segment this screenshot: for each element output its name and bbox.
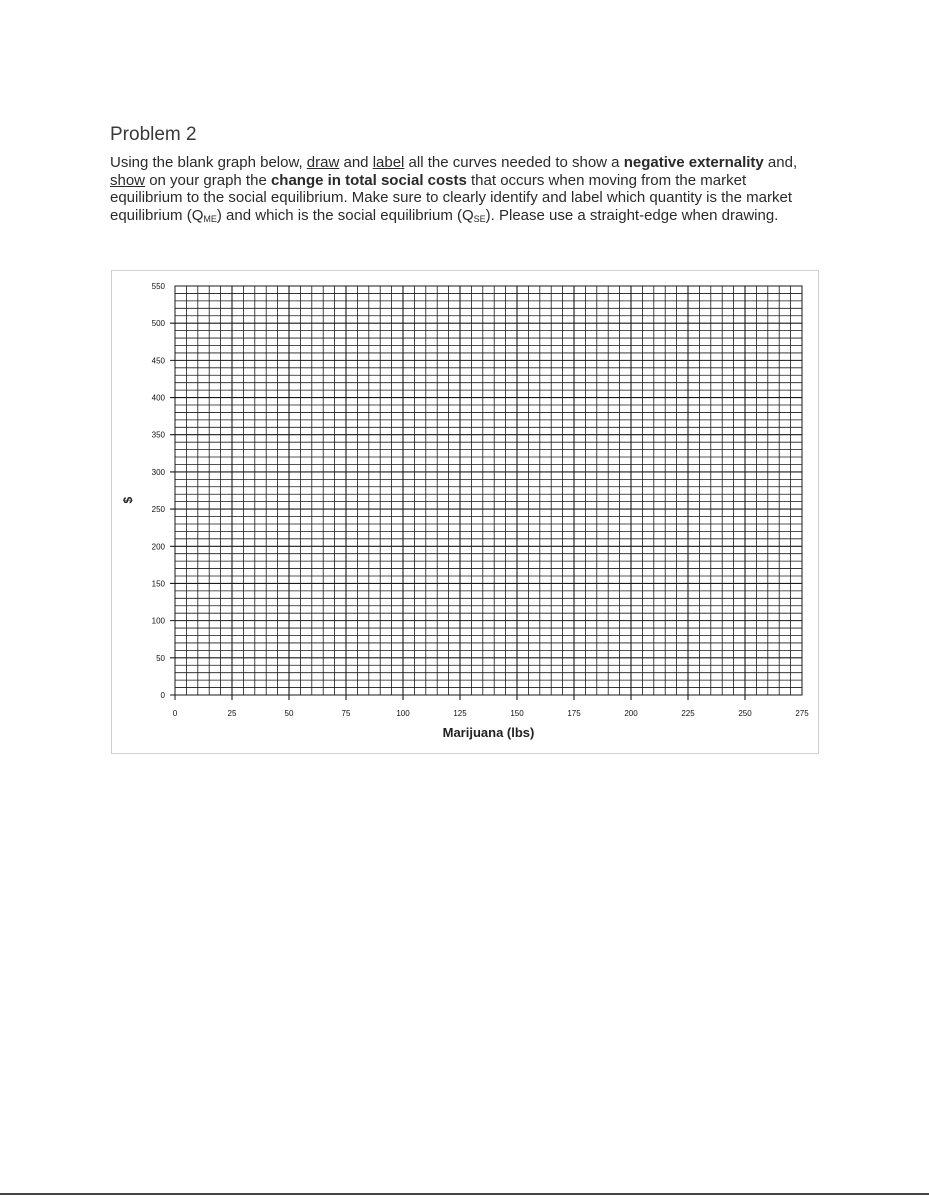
x-axis-label: Marijuana (lbs) bbox=[442, 725, 535, 740]
y-axis-label: $ bbox=[121, 496, 135, 504]
graph-frame bbox=[111, 270, 819, 754]
bottom-divider bbox=[0, 1193, 929, 1195]
x-tick-label: 275 bbox=[795, 709, 809, 718]
bold-change-in-total-social-costs: change in total social costs bbox=[270, 171, 467, 189]
text-segment: and bbox=[339, 154, 373, 171]
underlined-word-draw: draw bbox=[306, 154, 340, 171]
y-tick-label: 200 bbox=[151, 542, 165, 552]
x-tick-label: 225 bbox=[681, 709, 695, 718]
subscript-se: SE bbox=[473, 213, 486, 224]
x-tick-label: 50 bbox=[284, 709, 294, 718]
y-tick-label: 0 bbox=[160, 691, 165, 700]
y-tick-label: 50 bbox=[156, 653, 165, 663]
y-tick-label: 250 bbox=[151, 505, 165, 515]
text-segment: all the curves needed to show a bbox=[404, 154, 624, 171]
bold-negative-externality: negative externality bbox=[623, 154, 764, 171]
y-tick-label: 500 bbox=[151, 319, 165, 329]
y-tick-label: 350 bbox=[151, 430, 165, 440]
text-segment: that occurs when moving from the market equilibrium to the social equilibrium. Make sure to clearly identify and label which quantity is the market equilibrium (Q bbox=[110, 171, 792, 224]
x-tick-label: 250 bbox=[738, 709, 752, 718]
plot-area bbox=[175, 286, 802, 695]
problem-title: Problem 2 bbox=[110, 124, 197, 145]
y-tick-label: 100 bbox=[151, 616, 165, 626]
y-tick-label: 450 bbox=[151, 356, 165, 366]
underlined-word-show: show bbox=[110, 171, 146, 189]
y-tick-label: 550 bbox=[151, 282, 165, 291]
x-tick-label: 125 bbox=[453, 709, 467, 718]
text-segment: ). Please use a straight-edge when drawing. bbox=[485, 206, 779, 224]
y-tick-label: 300 bbox=[151, 467, 165, 477]
x-tick-label: 175 bbox=[567, 709, 581, 718]
x-tick-label: 100 bbox=[396, 709, 410, 718]
text-segment: and, bbox=[763, 154, 798, 171]
y-tick-label: 150 bbox=[151, 579, 165, 589]
problem-instructions bbox=[110, 154, 810, 228]
x-tick-label: 200 bbox=[624, 709, 638, 718]
y-tick-label: 400 bbox=[151, 393, 165, 403]
blank-graph[interactable] bbox=[112, 271, 817, 752]
text-segment: on your graph the bbox=[145, 171, 271, 189]
x-tick-label: 75 bbox=[341, 709, 351, 718]
x-tick-label: 150 bbox=[510, 709, 524, 718]
underlined-word-label: label bbox=[372, 154, 405, 171]
x-tick-label: 25 bbox=[227, 709, 237, 718]
text-segment: ) and which is the social equilibrium (Q bbox=[216, 206, 474, 224]
x-tick-label: 0 bbox=[172, 709, 178, 718]
subscript-me: ME bbox=[203, 213, 217, 224]
text-segment: Using the blank graph below, bbox=[110, 154, 307, 171]
